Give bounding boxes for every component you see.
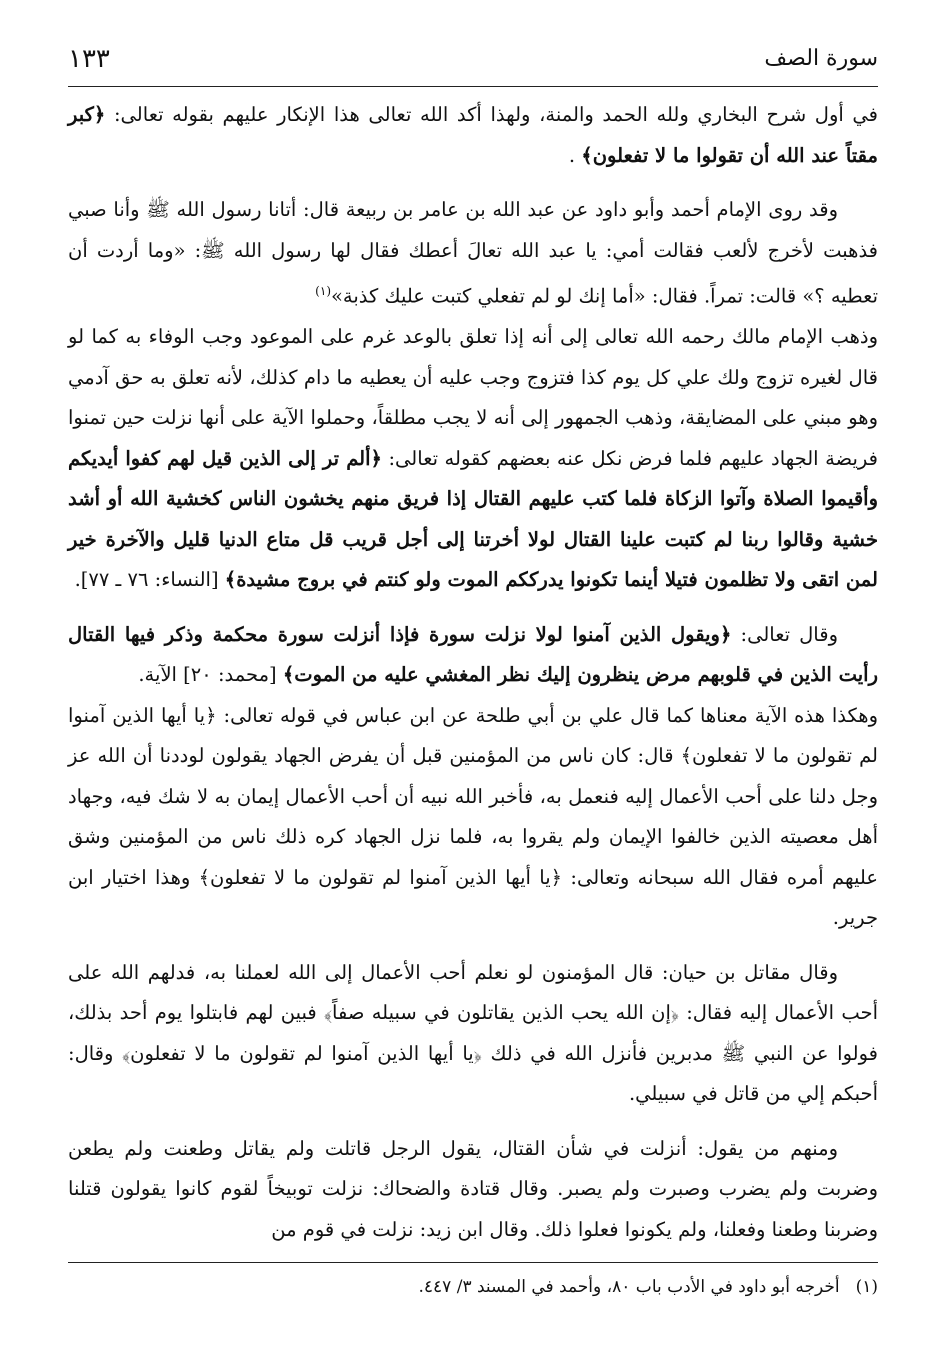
quran-verse: ﴿ألم تر إلى الذين قيل لهم كفوا أيديكم وأقيموا الصلاة وآتوا الزكاة فلما كتب عليهم القتال إذا فريق منهم يخشون الناس كخشية الله أو أشد خشية وقالوا ربنا لم كتبت علينا القتال لولا أخرتنا إلى أجل قريب قل متاع الدنيا قليل والآخرة خير لمن اتقى ولا تظلمون فتيلا أينما تكونوا يدرككم الموت ولو كنتم في بروج مشيدة﴾ xyxy=(68,446,878,591)
text-segment: في أول شرح البخاري ولله الحمد والمنة، ولهذا أكد الله تعالى هذا الإنكار عليهم بقوله تعالى: xyxy=(105,103,878,126)
footnote-marker: (١) xyxy=(315,284,331,298)
text-segment: وهكذا هذه الآية معناها كما قال علي بن أبي طلحة عن ابن عباس في قوله تعالى: ﴿يا أيها الذين آمنوا لم تقولون ما لا تفعلون﴾ قال: كان ناس من المؤمنين قبل أن يفرض الجهاد يقولون لوددنا أن الله عز وجل دلنا على أحب الأعمال إليه فنعمل به، فأخبر الله نبيه أن أحب الأعمال إيمان به لا شك فيه، وجهاد أهل معصيته الذين خالفوا الإيمان ولم يقروا به، فلما نزل الجهاد كره ذلك ناس من المؤمنين وشق عليهم أمره فقال الله سبحانه وتعالى: ﴿يا أيها الذين آمنوا لم تقولون ما لا تفعلون﴾ وهذا اختيار ابن جرير. xyxy=(68,703,878,929)
sura-title: سورة الصف xyxy=(764,46,878,71)
footnotes xyxy=(68,1262,878,1301)
text-segment: ومنهم من يقول: أنزلت في شأن القتال، يقول الرجل قاتلت ولم يقاتل وطعنت ولم يطعن وضربت ولم يضرب وصبرت ولم يصبر. وقال قتادة والضحاك: نزلت توبيخاً لقوم كانوا يقولون قتلنا وضربنا وطعنا وفعلنا، ولم يكونوا فعلوا ذلك. وقال ابن زيد: نزلت في قوم من xyxy=(68,1136,878,1241)
paragraph xyxy=(68,615,878,696)
paragraph xyxy=(68,1129,878,1251)
footnote-number: (١) xyxy=(855,1277,878,1297)
page-number: ١٣٣ xyxy=(68,44,110,74)
quran-verse: ﴿كبر مقتاً عند الله أن تقولوا ما لا تفعلون﴾ xyxy=(68,103,878,167)
text-segment: وذهب الإمام مالك رحمه الله تعالى إلى أنه إذا تعلق بالوعد غرم على الموعود وجب الوفاء به كما لو قال لغيره تزوج ولك علي كل يوم كذا فتزوج وجب عليه أن يعطيه ما دام كذلك، لأنه تعلق به حق آدمي وهو مبني على المضايقة، وذهب الجمهور إلى أنه لا يجب مطلقاً، وحملوا الآية على أنها نزلت حين تمنوا فريضة الجهاد عليهم فلما فرض نكل عنه بعضهم كقوله تعالى: xyxy=(68,325,878,470)
paragraph xyxy=(68,696,878,939)
body-text xyxy=(68,95,878,1250)
quran-verse: ﴿ويقول الذين آمنوا لولا نزلت سورة فإذا أنزلت سورة محكمة وذكر فيها القتال رأيت الذين في قلوبهم مرض ينظرون إليك نظر المغشي عليه من الموت﴾ xyxy=(68,622,878,686)
text-segment: وقال تعالى: xyxy=(731,622,838,646)
footnote-text: أخرجه أبو داود في الأدب باب ٨٠، وأحمد في المسند ٣/ ٤٤٧. xyxy=(418,1277,840,1297)
footnote xyxy=(68,1273,878,1301)
text-segment: وقد روى الإمام أحمد وأبو داود عن عبد الله بن عامر بن ربيعة قال: أتانا رسول الله ﷺ وأنا صبي فذهبت لأخرج لألعب فقالت أمي: يا عبد الله تعالَ أعطك فقال لها رسول الله ﷺ: «وما أردت أن تعطيه ؟» قالت: تمراً. فقال: «أما إنك لو لم تفعلي كتبت عليك كذبة» xyxy=(68,198,878,308)
page xyxy=(68,40,878,1340)
paragraph xyxy=(68,317,878,601)
text-segment: [النساء: ٧٦ ـ ٧٧]. xyxy=(74,568,225,591)
paragraph xyxy=(68,95,878,176)
running-head xyxy=(68,40,878,87)
paragraph xyxy=(68,190,878,317)
text-segment: وقال مقاتل بن حيان: قال المؤمنون لو نعلم أحب الأعمال إلى الله لعملنا به، فدلهم الله على أحب الأعمال إليه فقال: ﴿إن الله يحب الذين يقاتلون في سبيله صفاً﴾ فبين لهم فابتلوا يوم أحد بذلك، فولوا عن النبي ﷺ مدبرين فأنزل الله في ذلك ﴿يا أيها الذين آمنوا لم تقولون ما لا تفعلون﴾ وقال: أحبكم إلي من قاتل في سبيلي. xyxy=(68,960,878,1105)
text-segment: . xyxy=(568,143,582,167)
paragraph xyxy=(68,953,878,1115)
text-segment: [محمد: ٢٠] الآية. xyxy=(138,663,283,686)
